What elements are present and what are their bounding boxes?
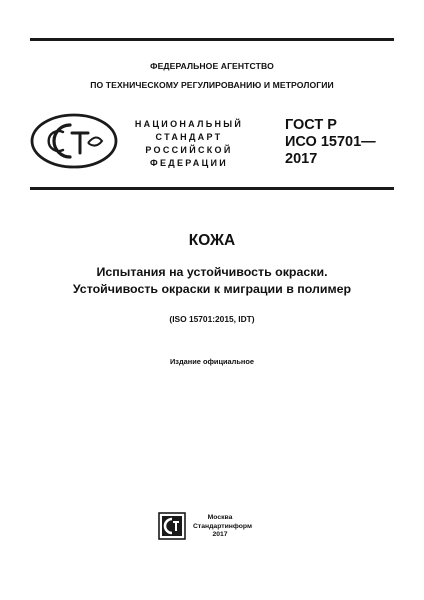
standard-kind-line: ФЕДЕРАЦИИ — [149, 158, 229, 168]
top-rule — [30, 38, 394, 41]
standard-kind-line: СТАНДАРТ — [155, 132, 223, 142]
designation-line: ГОСТ Р — [285, 117, 337, 133]
standard-designation — [285, 117, 376, 168]
standard-kind-line: РОССИЙСКОЙ — [145, 145, 233, 155]
edition-note: Издание официальное — [169, 357, 254, 366]
publication-year: 2017 — [212, 531, 228, 539]
publisher-block — [193, 514, 252, 540]
agency-line-2: ПО ТЕХНИЧЕСКОМУ РЕГУЛИРОВАНИЮ И МЕТРОЛОГИИ — [90, 80, 334, 90]
subtitle-line: Устойчивость окраски к миграции в полимер — [72, 282, 352, 296]
rst-certification-logo — [30, 113, 118, 169]
agency-line-1: ФЕДЕРАЛЬНОЕ АГЕНТСТВО — [150, 61, 274, 71]
standard-kind-line: НАЦИОНАЛЬНЫЙ — [134, 119, 244, 129]
national-standard-block — [118, 118, 260, 170]
iso-reference: (ISO 15701:2015, IDT) — [169, 314, 255, 324]
publisher-city: Москва — [207, 514, 233, 521]
designation-line: 2017 — [285, 151, 318, 167]
publisher-name: Стандартинформ — [193, 522, 252, 530]
subtitle-line: Испытания на устойчивость окраски. — [96, 265, 328, 279]
standartinform-logo — [158, 512, 186, 540]
document-title: КОЖА — [188, 232, 236, 249]
designation-line: ИСО 15701— — [285, 134, 376, 150]
bottom-rule — [30, 187, 394, 190]
document-subtitle — [0, 264, 424, 298]
